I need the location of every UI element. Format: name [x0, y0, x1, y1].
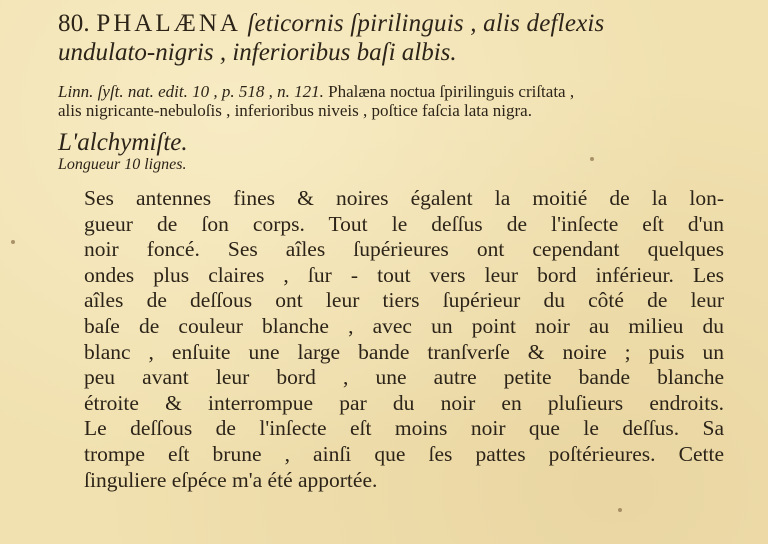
reference-line-1 [58, 82, 728, 101]
description-line: blanc , enſuite une large bande tranſverſe & noire ; puis un [84, 339, 724, 364]
description-line: noir foncé. Ses aîles ſupérieures ont cependant quelques [84, 237, 724, 262]
description-line: gueur de ſon corps. Tout le deſſus de l'inſecte eſt d'un [84, 211, 724, 236]
linnaeus-reference [58, 82, 728, 120]
description-paragraph [58, 186, 724, 493]
paper-speck [11, 240, 15, 244]
reference-locator: 10 , p. 518 , n. 121. [192, 82, 324, 101]
description-line: Ses antennes fines & noires égalent la moitié de la lon- [84, 186, 724, 210]
length-note: Longueur 10 lignes. [58, 156, 187, 173]
description-line: Le deſſous de l'inſecte eſt moins noir que le deſſus. Sa [84, 416, 724, 441]
paper-speck [618, 508, 622, 512]
common-name: L'alchymiſte. [58, 129, 188, 156]
description-line: trompe eſt brune , ainſi que ſes pattes poſtérieures. Cette [84, 441, 724, 466]
latin-diagnosis-line-2: undulato-nigris , inferioribus baſi albis. [58, 39, 457, 66]
paper-speck [590, 157, 594, 161]
description-line: peu avant leur bord , une autre petite bande blanche [84, 365, 724, 390]
latin-diagnosis-line-1: ſeticornis ſpirilinguis , alis deflexis [247, 10, 605, 37]
species-number: 80. [58, 10, 90, 37]
description-line: aîles de deſſous ont leur tiers ſupérieur du côté de leur [84, 288, 724, 313]
reference-source: Linn. ſyſt. nat. edit. [58, 82, 188, 101]
reference-line-2: alis nigricante-nebuloſis , inferioribus niveis , poſtice faſcia lata nigra. [58, 101, 532, 120]
genus-name: PHALÆNA [96, 10, 241, 37]
description-line: ſinguliere eſpéce m'a été apportée. [84, 467, 378, 492]
description-line: étroite & interrompue par du noir en pluſieurs endroits. [84, 390, 724, 415]
description-line: baſe de couleur blanche , avec un point noir au milieu du [84, 313, 724, 338]
species-heading [58, 10, 728, 38]
description-line: ondes plus claires , ſur - tout vers leur bord inférieur. Les [84, 262, 724, 287]
reference-text-1: Phalæna noctua ſpirilinguis criſtata , [328, 82, 575, 101]
